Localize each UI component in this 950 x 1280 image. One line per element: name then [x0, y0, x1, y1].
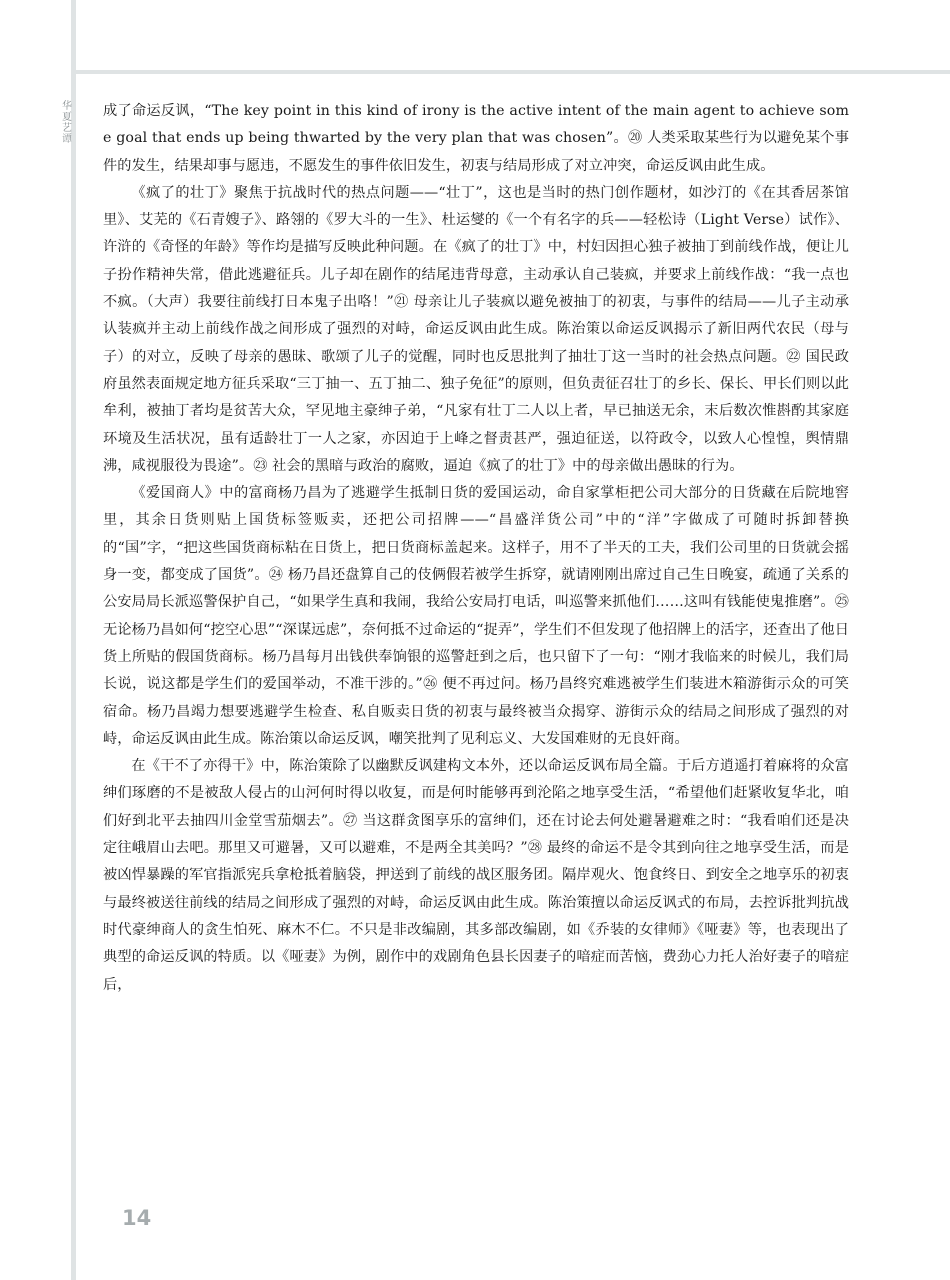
- journal-side-label: 华夏艺谭: [62, 101, 72, 145]
- left-margin-rule: [71, 0, 76, 1280]
- article-body: [103, 98, 849, 999]
- paragraph-4: 在《干不了亦得干》中，陈治策除了以幽默反讽建构文本外，还以命运反讽布局全篇。于后方逍遥打着麻将的众富绅们琢磨的不是被敌人侵占的山河何时得以收复，而是何时能够再到沦陷之地享受生活，“希望他们赶紧收复华北，咱们好到北平去抽四川金堂雪茄烟去”。㉗ 当这群贪图享乐的富绅们，还在讨论去何处避暑避难之时：“我看咱们还是决定往峨眉山去吧。那里又可避暑，又可以避难，不是两全其美吗？”㉘ 最终的命运不是令其到向往之地享受生活，而是被凶悍暴躁的军官指派宪兵拿枪抵着脑袋，押送到了前线的战区服务团。隔岸观火、饱食终日、到安全之地享乐的初衷与最终被送往前线的结局之间形成了强烈的对峙，命运反讽由此生成。陈治策擅以命运反讽式的布局，去控诉批判抗战时代豪绅商人的贪生怕死、麻木不仁。不只是非改编剧，其多部改编剧，如《乔装的女律师》《哑妻》等，也表现出了典型的命运反讽的特质。以《哑妻》为例，剧作中的戏剧角色县长因妻子的喑症而苦恼，费劲心力托人治好妻子的喑症后，: [103, 758, 849, 993]
- page-number: 14: [122, 1206, 152, 1230]
- header-rule: [71, 70, 950, 74]
- paragraph-3: 《爱国商人》中的富商杨乃昌为了逃避学生抵制日货的爱国运动，命自家掌柜把公司大部分的日货藏在后院地窖里，其余日货则贴上国货标签贩卖，还把公司招牌——“昌盛洋货公司”中的“洋”字做成了可随时拆卸替换的“国”字，“把这些国货商标粘在日货上，把日货商标盖起来。这样子，用不了半天的工夫，我们公司里的日货就会摇身一变，都变成了国货”。㉔ 杨乃昌还盘算自己的伎俩假若被学生拆穿，就请刚刚出席过自己生日晚宴，疏通了关系的公安局局长派巡警保护自己，“如果学生真和我闹，我给公安局打电话，叫巡警来抓他们……这叫有钱能使鬼推磨”。㉕ 无论杨乃昌如何“挖空心思”“深谋远虑”，奈何抵不过命运的“捉弄”，学生们不但发现了他招牌上的活字，还查出了他日货上所贴的假国货商标。杨乃昌每月出钱供奉饷银的巡警赶到之后，也只留下了一句：“刚才我临来的时候儿，我们局长说，说这都是学生们的爱国举动，不准干涉的。”㉖ 便不再过问。杨乃昌终究难逃被学生们装进木箱游街示众的可笑宿命。杨乃昌竭力想要逃避学生检查、私自贩卖日货的初衷与最终被当众揭穿、游街示众的结局之间形成了强烈的对峙，命运反讽由此生成。陈治策以命运反讽，嘲笑批判了见利忘义、大发国难财的无良奸商。: [103, 485, 849, 747]
- paragraph-2: 《疯了的壮丁》聚焦于抗战时代的热点问题——“壮丁”，这也是当时的热门创作题材，如沙汀的《在其香居茶馆里》、艾芜的《石青嫂子》、路翎的《罗大斗的一生》、杜运燮的《一个有名字的兵——轻松诗（Light Verse）试作》、许浒的《奇怪的年龄》等作均是描写反映此种问题。在《疯了的壮丁》中，村妇因担心独子被抽丁到前线作战，便让儿子扮作精神失常，借此逃避征兵。儿子却在剧作的结尾违背母意，主动承认自己装疯，并要求上前线作战：“我一点也不疯。（大声）我要往前线打日本鬼子出咯！”㉑ 母亲让儿子装疯以避免被抽丁的初衷，与事件的结局——儿子主动承认装疯并主动上前线作战之间形成了强烈的对峙，命运反讽由此生成。陈治策以命运反讽揭示了新旧两代农民（母与子）的对立，反映了母亲的愚昧、歌颂了儿子的觉醒，同时也反思批判了抽壮丁这一当时的社会热点问题。㉒ 国民政府虽然表面规定地方征兵采取“三丁抽一、五丁抽二、独子免征”的原则，但负责征召壮丁的乡长、保长、甲长们则以此牟利，被抽丁者均是贫苦大众，罕见地主豪绅子弟，“凡家有壮丁二人以上者，早已抽送无余，末后数次惟斟酌其家庭环境及生活状况，虽有适龄壮丁一人之家，亦因迫于上峰之督责甚严，强迫征送，以符政令，以致人心惶惶，舆情鼎沸，咸视服役为畏途”。㉓ 社会的黑暗与政治的腐败，逼迫《疯了的壮丁》中的母亲做出愚昧的行为。: [103, 184, 849, 474]
- paragraph-1: 成了命运反讽，“The key point in this kind of irony is the active intent of the main agent to achieve some goal that ends up being thwarted by the very plan that was chosen”。⑳ 人类采取某些行为以避免某个事件的发生，结果却事与愿违，不愿发生的事件依旧发生，初衷与结局形成了对立冲突，命运反讽由此生成。: [103, 103, 849, 174]
